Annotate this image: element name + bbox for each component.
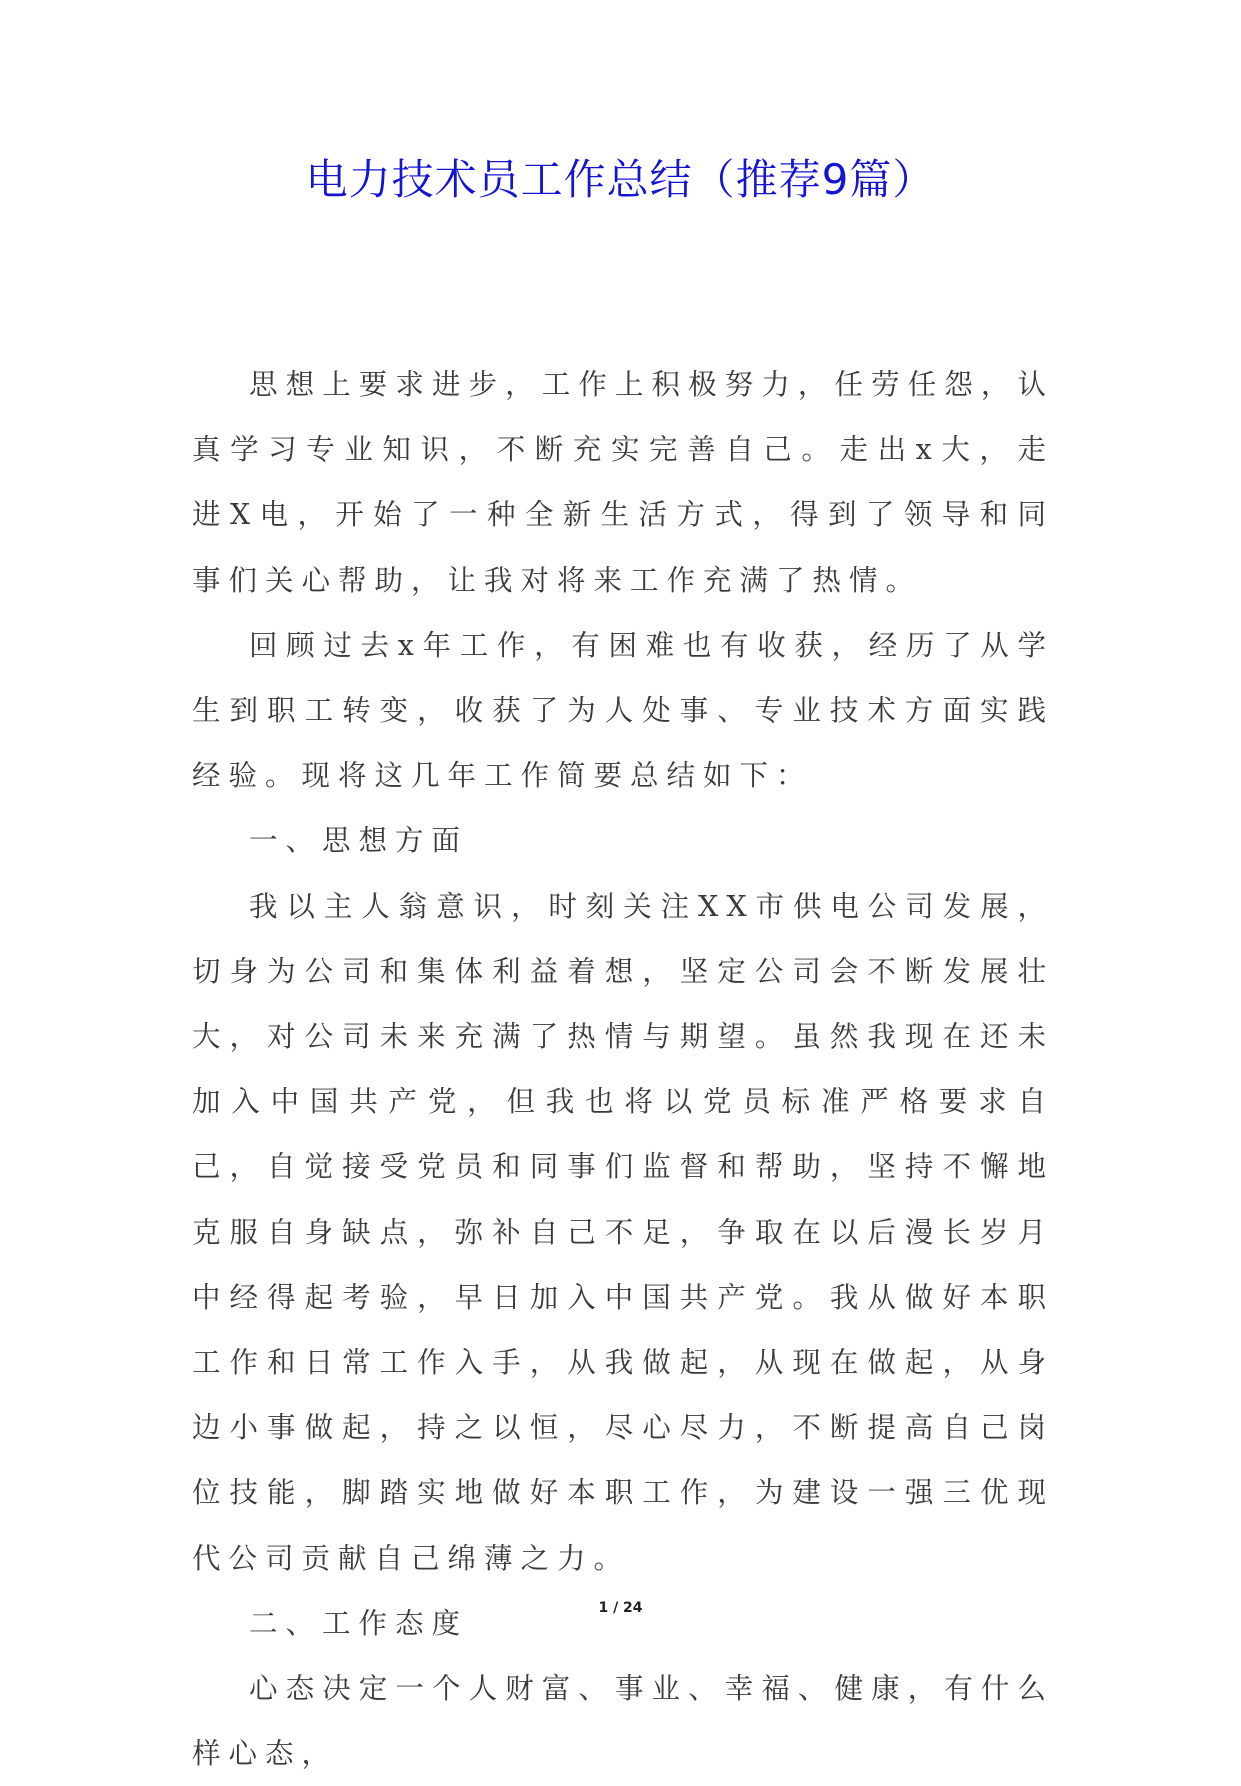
page-number: 1 / 24 [598, 1600, 643, 1616]
section-heading: 一、思想方面 [249, 824, 469, 858]
paragraph: 回顾过去x年工作，有困难也有收获，经历了从学生到职工转变，收获了为人处事、专业技术方面实践经验。现将这几年工作简要总结如下： [192, 628, 1054, 793]
document-body [192, 352, 1054, 1786]
paragraph: 我以主人翁意识，时刻关注XX市供电公司发展，切身为公司和集体利益着想，坚定公司会不断发展壮大，对公司未来充满了热情与期望。虽然我现在还未加入中国共产党，但我也将以党员标准严格要求自己，自觉接受党员和同事们监督和帮助，坚持不懈地克服自身缺点，弥补自己不足，争取在以后漫长岁月中经得起考验，早日加入中国共产党。我从做好本职工作和日常工作入手，从我做起，从现在做起，从身边小事做起，持之以恒，尽心尽力，不断提高自己岗位技能，脚踏实地做好本职工作，为建设一强三优现代公司贡献自己绵薄之力。 [192, 889, 1054, 1575]
paragraph: 思想上要求进步，工作上积极努力，任劳任怨，认真学习专业知识，不断充实完善自己。走出x大，走进X电，开始了一种全新生活方式，得到了领导和同事们关心帮助，让我对将来工作充满了热情。 [192, 368, 1054, 597]
document-title: 电力技术员工作总结（推荐9篇） [305, 155, 936, 204]
paragraph: 心态决定一个人财富、事业、幸福、健康，有什么样心态， [192, 1672, 1054, 1771]
section-heading: 二、工作态度 [249, 1606, 469, 1640]
